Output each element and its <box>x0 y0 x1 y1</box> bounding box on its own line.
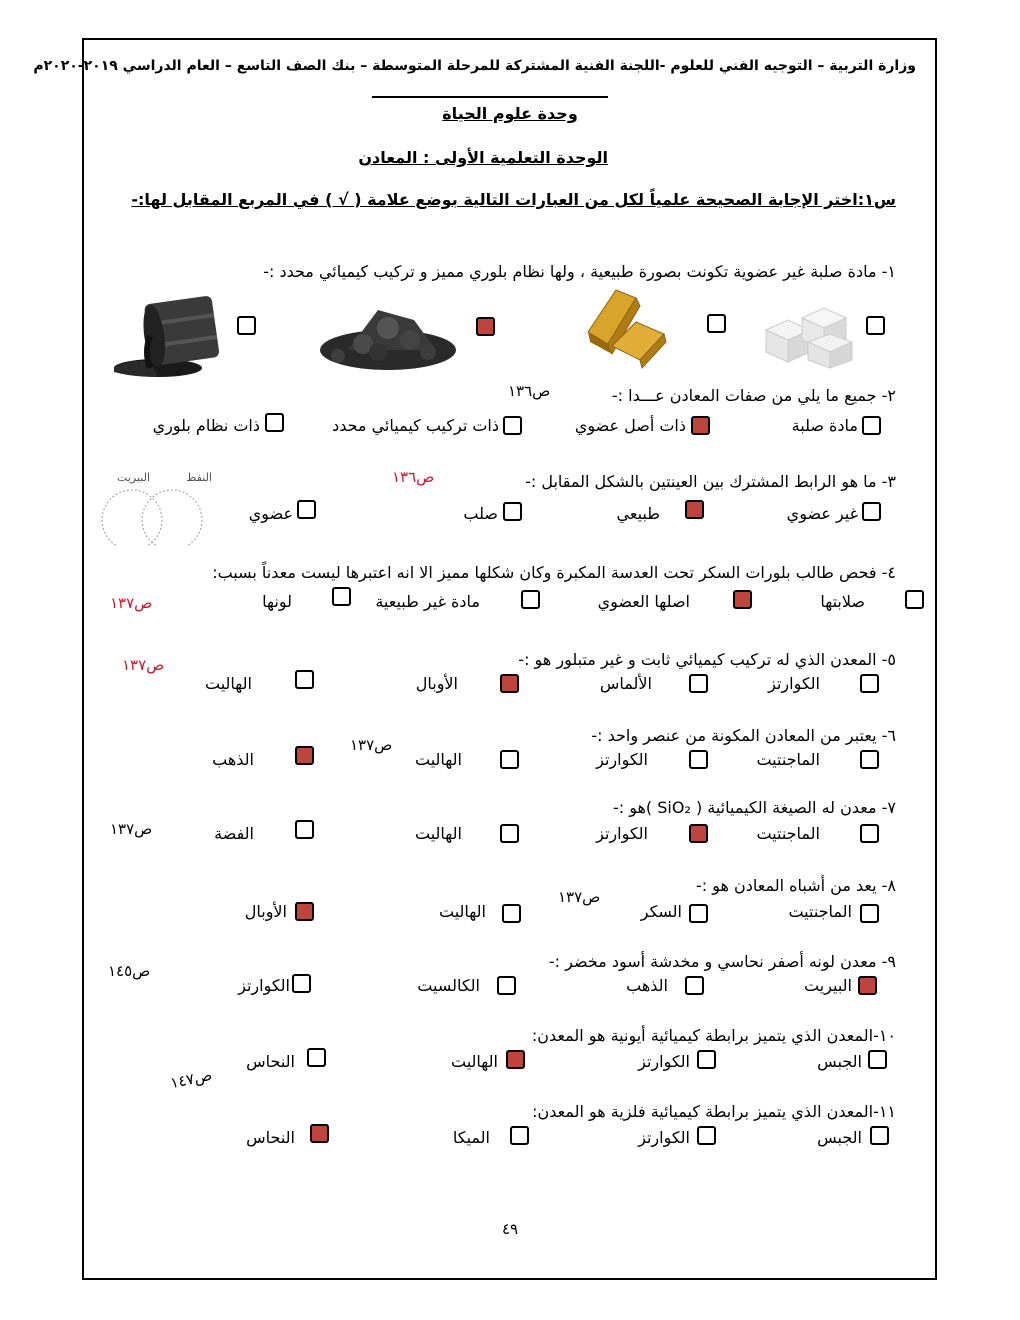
question-4-text: ٤- فحص طالب بلورات السكر تحت العدسة المكبرة وكان شكلها مميز الا انه اعتبرها ليست معدناً بسبب: <box>212 563 896 582</box>
q3-option-4-checkbox[interactable] <box>297 500 316 519</box>
q5-option-3-label: الأوبال <box>415 674 458 693</box>
question-1-text: ١- مادة صلبة غير عضوية تكونت بصورة طبيعية ، ولها نظام بلوري مميز و تركيب كيميائي محدد :- <box>263 262 896 281</box>
question-10-text: ١٠-المعدن الذي يتميز برابطة كيميائية أيونية هو المعدن: <box>531 1026 896 1045</box>
page-header: وزارة التربية – التوجيه الفني للعلوم -اللجنة الفنية المشتركة للمرحلة المتوسطة – بنك الصف التاسع – العام الدراسي ٢٠١٩-٢٠٢٠م <box>33 58 916 74</box>
question-8-text: ٨- يعد من أشباه المعادن هو :- <box>695 876 896 895</box>
q11-option-1-label: الجبس <box>817 1128 862 1147</box>
q8-option-3-label: الهاليت <box>439 902 486 921</box>
q11-option-3-checkbox[interactable] <box>510 1126 529 1145</box>
q4-option-4-label: لونها <box>262 592 292 611</box>
q10-option-1-checkbox[interactable] <box>868 1050 887 1069</box>
oil-barrel-image <box>110 292 225 380</box>
q10-option-4-label: النحاس <box>246 1052 295 1071</box>
checkbox-sugar[interactable] <box>866 316 885 335</box>
q2-option-1-label: مادة صلبة <box>791 416 858 435</box>
venn-label-oil: النفط <box>186 471 212 484</box>
question-2-text: ٢- جميع ما يلي من صفات المعادن عـــدا :- <box>611 386 896 405</box>
q2-option-3-checkbox[interactable] <box>503 416 522 435</box>
q2-option-2-checkbox[interactable] <box>691 416 710 435</box>
q11-option-2-checkbox[interactable] <box>697 1126 716 1145</box>
q8-option-1-label: الماجنتيت <box>788 902 852 921</box>
q9-option-2-label: الذهب <box>626 976 668 995</box>
q9-option-1-label: البيريت <box>804 976 852 995</box>
coal-image <box>318 300 458 372</box>
q5-option-1-checkbox[interactable] <box>860 674 879 693</box>
q7-option-3-label: الهاليت <box>415 824 462 843</box>
q4-option-2-checkbox[interactable] <box>733 590 752 609</box>
q11-option-3-label: الميكا <box>452 1128 490 1147</box>
question-2-page-ref: ص١٣٦ <box>508 382 551 400</box>
q11-option-2-label: الكوارتز <box>638 1128 690 1147</box>
q6-option-4-label: الذهب <box>212 750 254 769</box>
q9-option-3-label: الكالسيت <box>417 976 480 995</box>
q7-option-4-checkbox[interactable] <box>295 820 314 839</box>
q8-option-2-label: السكر <box>640 902 682 921</box>
q11-option-4-checkbox[interactable] <box>310 1124 329 1143</box>
q4-option-1-label: صلابتها <box>820 592 865 611</box>
question-8-page-ref: ص١٣٧ <box>558 888 601 906</box>
q5-option-4-label: الهاليت <box>205 674 252 693</box>
q2-option-4-checkbox[interactable] <box>265 413 284 432</box>
checkbox-coal[interactable] <box>476 317 495 336</box>
q3-option-1-checkbox[interactable] <box>862 502 881 521</box>
q5-option-4-checkbox[interactable] <box>295 670 314 689</box>
q7-option-1-label: الماجنتيت <box>756 824 820 843</box>
q2-option-2-label: ذات أصل عضوي <box>574 416 686 435</box>
header-divider <box>372 96 608 98</box>
q7-option-4-label: الفضة <box>214 824 254 843</box>
q10-option-1-label: الجبس <box>817 1052 862 1071</box>
question-9-page-ref: ص١٤٥ <box>108 962 151 980</box>
q11-option-1-checkbox[interactable] <box>870 1126 889 1145</box>
q7-option-1-checkbox[interactable] <box>860 824 879 843</box>
question-7-text: ٧- معدن له الصيغة الكيميائية ( SiO₂ )هو :- <box>612 798 896 817</box>
q3-option-4-label: عضوي <box>248 504 293 523</box>
q4-option-3-label: مادة غير طبيعية <box>375 592 480 611</box>
q9-option-3-checkbox[interactable] <box>497 976 516 995</box>
q10-option-3-checkbox[interactable] <box>506 1050 525 1069</box>
q6-option-3-label: الهاليت <box>415 750 462 769</box>
question-7-page-ref: ص١٣٧ <box>110 820 153 838</box>
question-9-text: ٩- معدن لونه أصفر نحاسي و مخدشة أسود مخضر :- <box>548 952 896 971</box>
question-10-page-ref: ص١٤٧ <box>168 1065 214 1093</box>
q7-option-3-checkbox[interactable] <box>500 824 519 843</box>
q8-option-4-checkbox[interactable] <box>295 902 314 921</box>
q8-option-4-label: الأوبال <box>244 902 287 921</box>
q3-option-2-label: طبيعي <box>616 504 660 523</box>
venn-diagram <box>82 466 222 546</box>
question-3-page-ref: ص١٣٦ <box>392 468 435 486</box>
q3-option-2-checkbox[interactable] <box>685 500 704 519</box>
q4-option-4-checkbox[interactable] <box>332 587 351 606</box>
q10-option-2-checkbox[interactable] <box>697 1050 716 1069</box>
q4-option-2-label: اصلها العضوي <box>597 592 690 611</box>
question-5-page-ref: ص١٣٧ <box>122 656 165 674</box>
q7-option-2-checkbox[interactable] <box>689 824 708 843</box>
question-11-text: ١١-المعدن الذي يتميز برابطة كيميائية فلزية هو المعدن: <box>532 1102 896 1121</box>
q6-option-2-label: الكوارتز <box>596 750 648 769</box>
venn-label-pyrite: البيريت <box>117 471 150 484</box>
q6-option-1-checkbox[interactable] <box>860 750 879 769</box>
q3-option-3-checkbox[interactable] <box>503 502 522 521</box>
q11-option-4-label: النحاس <box>246 1128 295 1147</box>
q5-option-1-label: الكوارتز <box>768 674 820 693</box>
q6-option-1-label: الماجنتيت <box>756 750 820 769</box>
q4-option-3-checkbox[interactable] <box>521 590 540 609</box>
q2-option-3-label: ذات تركيب كيميائي محدد <box>332 416 499 435</box>
q8-option-3-checkbox[interactable] <box>502 904 521 923</box>
q8-option-1-checkbox[interactable] <box>860 904 879 923</box>
q10-option-2-label: الكوارتز <box>638 1052 690 1071</box>
q9-option-4-label: الكوارتز <box>238 976 290 995</box>
q5-option-3-checkbox[interactable] <box>500 674 519 693</box>
gold-bars-image <box>582 284 668 370</box>
q8-option-2-checkbox[interactable] <box>689 904 708 923</box>
q2-option-4-label: ذات نظام بلوري <box>152 416 260 435</box>
q9-option-2-checkbox[interactable] <box>685 976 704 995</box>
q4-option-1-checkbox[interactable] <box>905 590 924 609</box>
q3-option-1-label: غير عضوي <box>786 504 858 523</box>
q5-option-2-label: الألماس <box>599 674 652 693</box>
q10-option-4-checkbox[interactable] <box>307 1048 326 1067</box>
checkbox-oil[interactable] <box>237 316 256 335</box>
section-instruction: س١:اختر الإجابة الصحيحة علمياً لكل من العبارات التالية بوضع علامة ( √ ) في المربع المقابل لها:- <box>131 190 896 209</box>
question-6-page-ref: ص١٣٧ <box>350 736 393 754</box>
q6-option-4-checkbox[interactable] <box>295 746 314 765</box>
sugar-cubes-image <box>758 300 858 370</box>
q6-option-3-checkbox[interactable] <box>500 750 519 769</box>
page-number: ٤٩ <box>501 1220 519 1238</box>
q7-option-2-label: الكوارتز <box>596 824 648 843</box>
q9-option-1-checkbox[interactable] <box>858 976 877 995</box>
q3-option-3-label: صلب <box>463 504 498 523</box>
q2-option-1-checkbox[interactable] <box>862 416 881 435</box>
question-4-page-ref: ص١٣٧ <box>110 594 153 612</box>
unit-title: وحدة علوم الحياة <box>442 104 578 123</box>
checkbox-gold[interactable] <box>707 314 726 333</box>
q5-option-2-checkbox[interactable] <box>689 674 708 693</box>
question-6-text: ٦- يعتبر من المعادن المكونة من عنصر واحد :- <box>591 726 896 745</box>
subunit-title: الوحدة التعلمية الأولى : المعادن <box>358 148 608 167</box>
q6-option-2-checkbox[interactable] <box>689 750 708 769</box>
question-5-text: ٥- المعدن الذي له تركيب كيميائي ثابت و غير متبلور هو :- <box>518 650 896 669</box>
question-3-text: ٣- ما هو الرابط المشترك بين العينتين بالشكل المقابل :- <box>525 472 896 491</box>
q10-option-3-label: الهاليت <box>451 1052 498 1071</box>
q9-option-4-checkbox[interactable] <box>292 974 311 993</box>
